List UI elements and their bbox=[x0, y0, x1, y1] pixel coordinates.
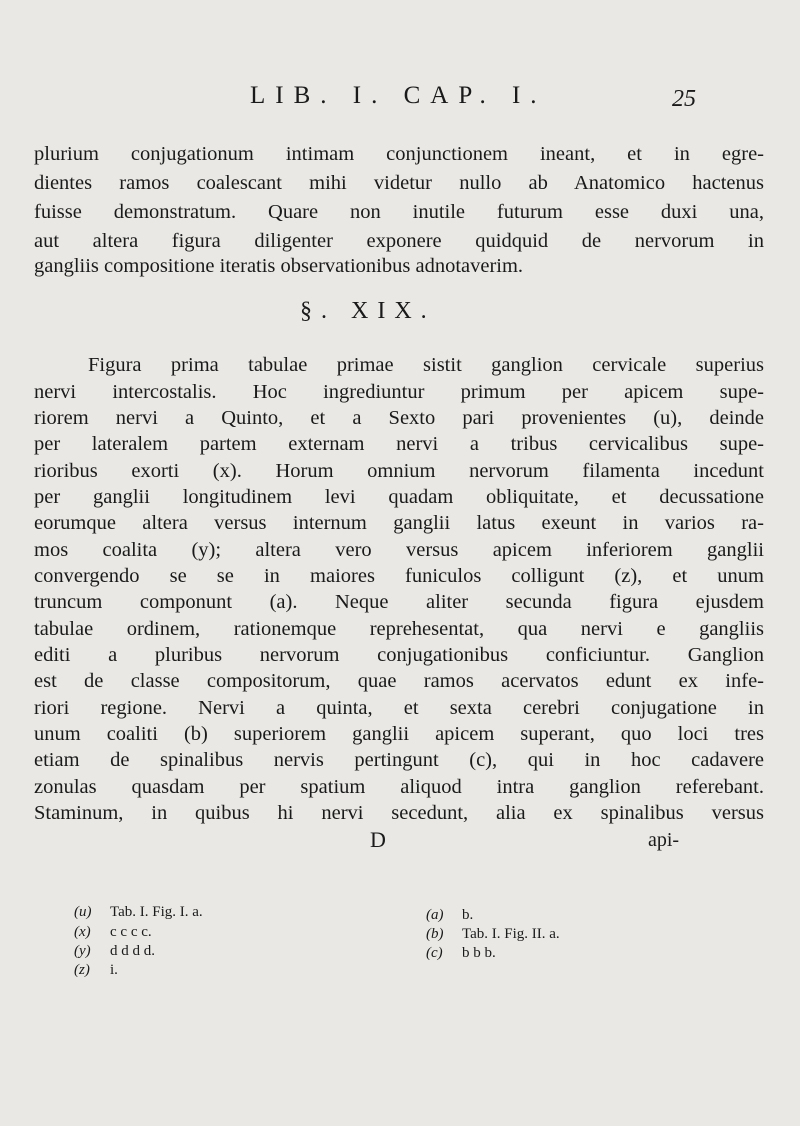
text-line: per lateralem partem externam nervi a tribus cervicalibus supe- bbox=[34, 433, 764, 455]
text-line: riori regione. Nervi a quinta, et sexta cerebri conjugatione in bbox=[34, 697, 764, 719]
text-line: dientes ramos coalescant mihi videtur nullo ab Anatomico hactenus bbox=[34, 172, 764, 194]
text-line: per ganglii longitudinem levi quadam obliquitate, et decussatione bbox=[34, 486, 764, 508]
text-line: editi a pluribus nervorum conjugationibus conficiuntur. Ganglion bbox=[34, 644, 764, 666]
footnote bbox=[426, 945, 496, 962]
footnote bbox=[74, 943, 155, 960]
text-line: Staminum, in quibus hi nervi secedunt, alia ex spinalibus versus bbox=[34, 802, 764, 824]
text-line: nervi intercostalis. Hoc ingrediuntur primum per apicem supe- bbox=[34, 381, 764, 403]
section-heading: §. XIX. bbox=[300, 298, 436, 324]
footnote bbox=[426, 926, 560, 943]
text-line: fuisse demonstratum. Quare non inutile futurum esse duxi una, bbox=[34, 201, 764, 223]
footnote-text: b b b. bbox=[462, 945, 496, 961]
text-line: tabulae ordinem, rationemque reprehesentat, qua nervi e gangliis bbox=[34, 618, 764, 640]
text-line: truncum componunt (a). Neque aliter secunda figura ejusdem bbox=[34, 591, 764, 613]
footnote bbox=[74, 904, 203, 921]
footnote-mark: (b) bbox=[426, 926, 444, 942]
text-line: zonulas quasdam per spatium aliquod intra ganglion referebant. bbox=[34, 776, 764, 798]
text-line: mos coalita (y); altera vero versus apicem inferiorem ganglii bbox=[34, 539, 764, 561]
footnote-mark: (u) bbox=[74, 904, 92, 920]
text-line: etiam de spinalibus nervis pertingunt (c), qui in hoc cadavere bbox=[34, 749, 764, 771]
text-line: Figura prima tabulae primae sistit ganglion cervicale superius bbox=[88, 354, 764, 376]
footnote-text: c c c c. bbox=[110, 924, 152, 940]
footnote-text: d d d d. bbox=[110, 943, 155, 959]
footnote-mark: (z) bbox=[74, 962, 90, 978]
text-line: plurium conjugationum intimam conjunctionem ineant, et in egre- bbox=[34, 143, 764, 165]
text-line: unum coaliti (b) superiorem ganglii apicem superant, quo loci tres bbox=[34, 723, 764, 745]
page-number: 25 bbox=[672, 86, 696, 112]
footnote-mark: (c) bbox=[426, 945, 443, 961]
text-line: est de classe compositorum, quae ramos acervatos edunt ex infe- bbox=[34, 670, 764, 692]
footnote bbox=[426, 907, 473, 924]
footnote-mark: (a) bbox=[426, 907, 444, 923]
text-line: aut altera figura diligenter exponere quidquid de nervorum in bbox=[34, 230, 764, 252]
footnote bbox=[74, 924, 152, 941]
text-line: rioribus exorti (x). Horum omnium nervorum filamenta incedunt bbox=[34, 460, 764, 482]
text-line: riorem nervi a Quinto, et a Sexto pari provenientes (u), deinde bbox=[34, 407, 764, 429]
footnote-mark: (x) bbox=[74, 924, 91, 940]
text-line: eorumque altera versus internum ganglii latus exeunt in varios ra- bbox=[34, 512, 764, 534]
text-line: convergendo se se in maiores funiculos colligunt (z), et unum bbox=[34, 565, 764, 587]
footnote-mark: (y) bbox=[74, 943, 91, 959]
footnote-text: Tab. I. Fig. II. a. bbox=[462, 926, 560, 942]
signature-mark: D bbox=[370, 827, 386, 852]
catchword: api- bbox=[648, 829, 680, 851]
footnote-text: b. bbox=[462, 907, 474, 923]
footnote bbox=[74, 962, 118, 979]
running-head: LIB. I. CAP. I. bbox=[250, 82, 547, 109]
footnote-text: i. bbox=[110, 962, 118, 978]
text-line: gangliis compositione iteratis observationibus adnotaverim. bbox=[34, 255, 524, 277]
footnote-text: Tab. I. Fig. I. a. bbox=[110, 904, 203, 920]
